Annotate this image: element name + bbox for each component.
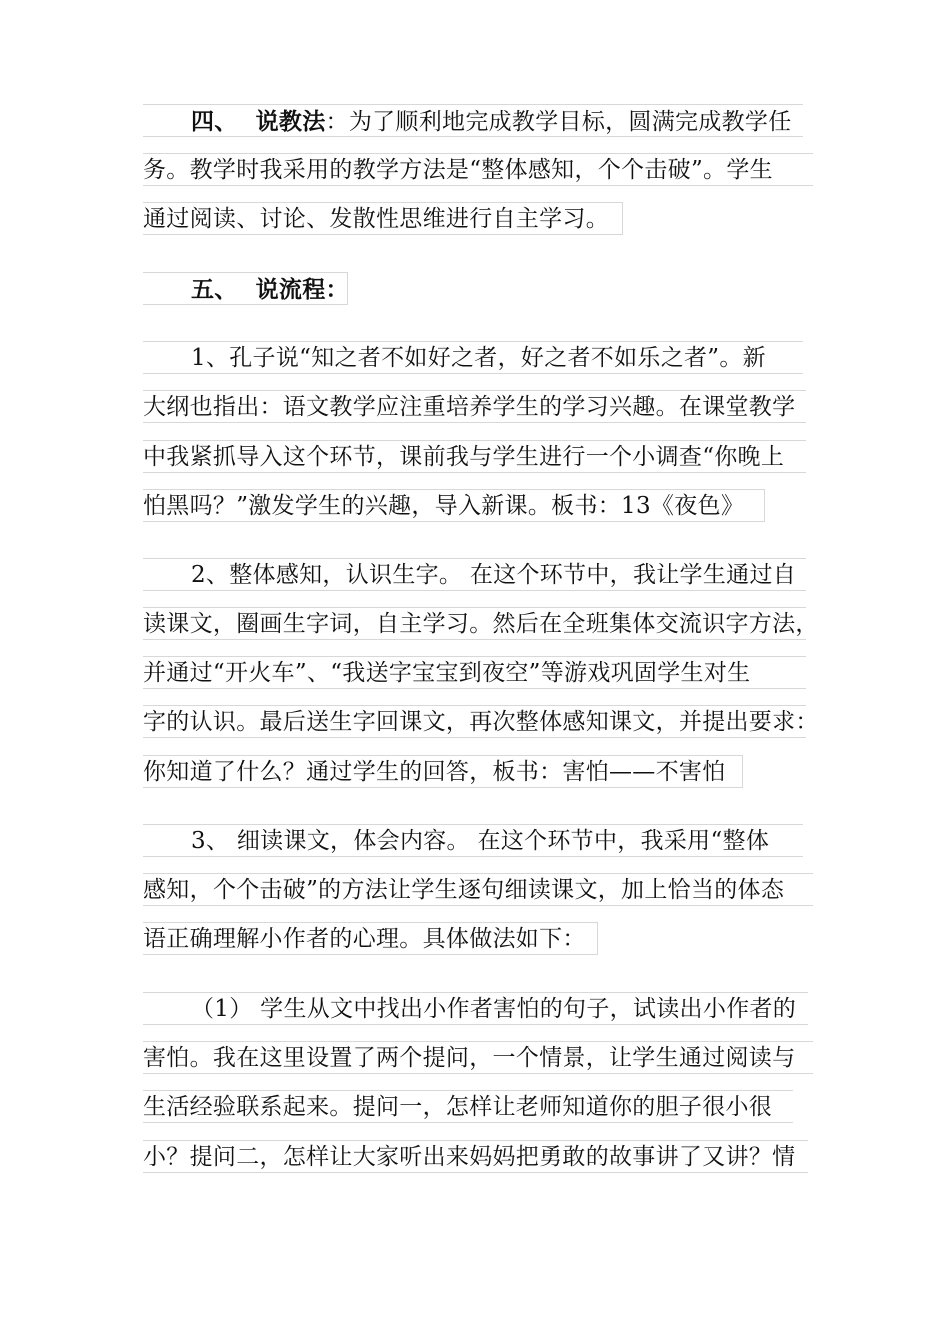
s5-heading-label: 说流程： <box>255 276 349 303</box>
p4-text: 生活经验联系起来。提问一，怎样让老师知道你的胆子很小很 <box>143 1094 773 1120</box>
p2-line-4 <box>143 705 819 738</box>
p1-text: 1、孔子说“知之者不如好之者，好之者不如乐之者”。新 <box>191 345 766 371</box>
p2-line-3 <box>143 656 806 689</box>
p2-text: 并通过“开火车”、“我送字宝宝到夜空”等游戏巩固学生对生 <box>143 660 751 686</box>
p3-text: 感知，个个击破”的方法让学生逐句细读课文，加上恰当的体态 <box>143 877 785 903</box>
p2-line-2 <box>143 607 819 640</box>
p3-line-3 <box>143 922 598 955</box>
p3-line-2 <box>143 873 813 906</box>
p2-text: 读课文，圈画生字词，自主学习。然后在全班集体交流识字方法， <box>143 611 819 637</box>
p3-text: 3、 细读课文，体会内容。 在这个环节中，我采用“整体 <box>191 828 770 854</box>
s4-line-3 <box>143 202 623 235</box>
p1-text: 中我紧抓导入这个环节，课前我与学生进行一个小调查“你晚上 <box>143 444 785 470</box>
s4-text: 通过阅读、讨论、发散性思维进行自主学习。 <box>143 206 609 232</box>
p2-text: 你知道了什么？通过学生的回答，板书：害怕——不害怕 <box>143 759 726 785</box>
p2-text: 2、整体感知，认识生字。 在这个环节中，我让学生通过自 <box>191 562 797 588</box>
s4-line-2 <box>143 153 813 186</box>
p4-line-2 <box>143 1041 813 1074</box>
p2-text: 字的认识。最后送生字回课文，再次整体感知课文，并提出要求： <box>143 709 819 735</box>
s4-line-1 <box>143 104 803 137</box>
p3-text: 语正确理解小作者的心理。具体做法如下： <box>143 926 586 952</box>
p4-line-4 <box>143 1140 808 1173</box>
s4-heading-label: 说教法 <box>255 108 326 135</box>
p1-line-1 <box>143 341 803 374</box>
s4-heading-number: 四、 <box>191 108 238 135</box>
p1-line-3 <box>143 440 806 473</box>
p1-line-2 <box>143 390 806 423</box>
p4-line-3 <box>143 1090 793 1123</box>
p1-text: 怕黑吗？”激发学生的兴趣，导入新课。板书：13《夜色》 <box>143 493 745 519</box>
s5-heading-number: 五、 <box>191 276 238 303</box>
p1-line-4 <box>143 489 765 522</box>
p2-line-1 <box>143 558 806 591</box>
s4-text: 务。教学时我采用的教学方法是“整体感知，个个击破”。学生 <box>143 157 773 183</box>
p2-line-5 <box>143 755 743 788</box>
p1-text: 大纲也指出：语文教学应注重培养学生的学习兴趣。在课堂教学 <box>143 394 796 420</box>
p3-line-1 <box>143 824 803 857</box>
p4-text: 小？提问二，怎样让大家听出来妈妈把勇敢的故事讲了又讲？情 <box>143 1144 796 1170</box>
p4-text: 害怕。我在这里设置了两个提问，一个情景，让学生通过阅读与 <box>143 1045 796 1071</box>
s4-text: ：为了顺利地完成教学目标，圆满完成教学任 <box>325 109 792 135</box>
p4-text: （1） 学生从文中找出小作者害怕的句子，试读出小作者的 <box>191 996 797 1022</box>
p4-line-1 <box>143 992 808 1025</box>
s5-heading <box>143 272 348 305</box>
